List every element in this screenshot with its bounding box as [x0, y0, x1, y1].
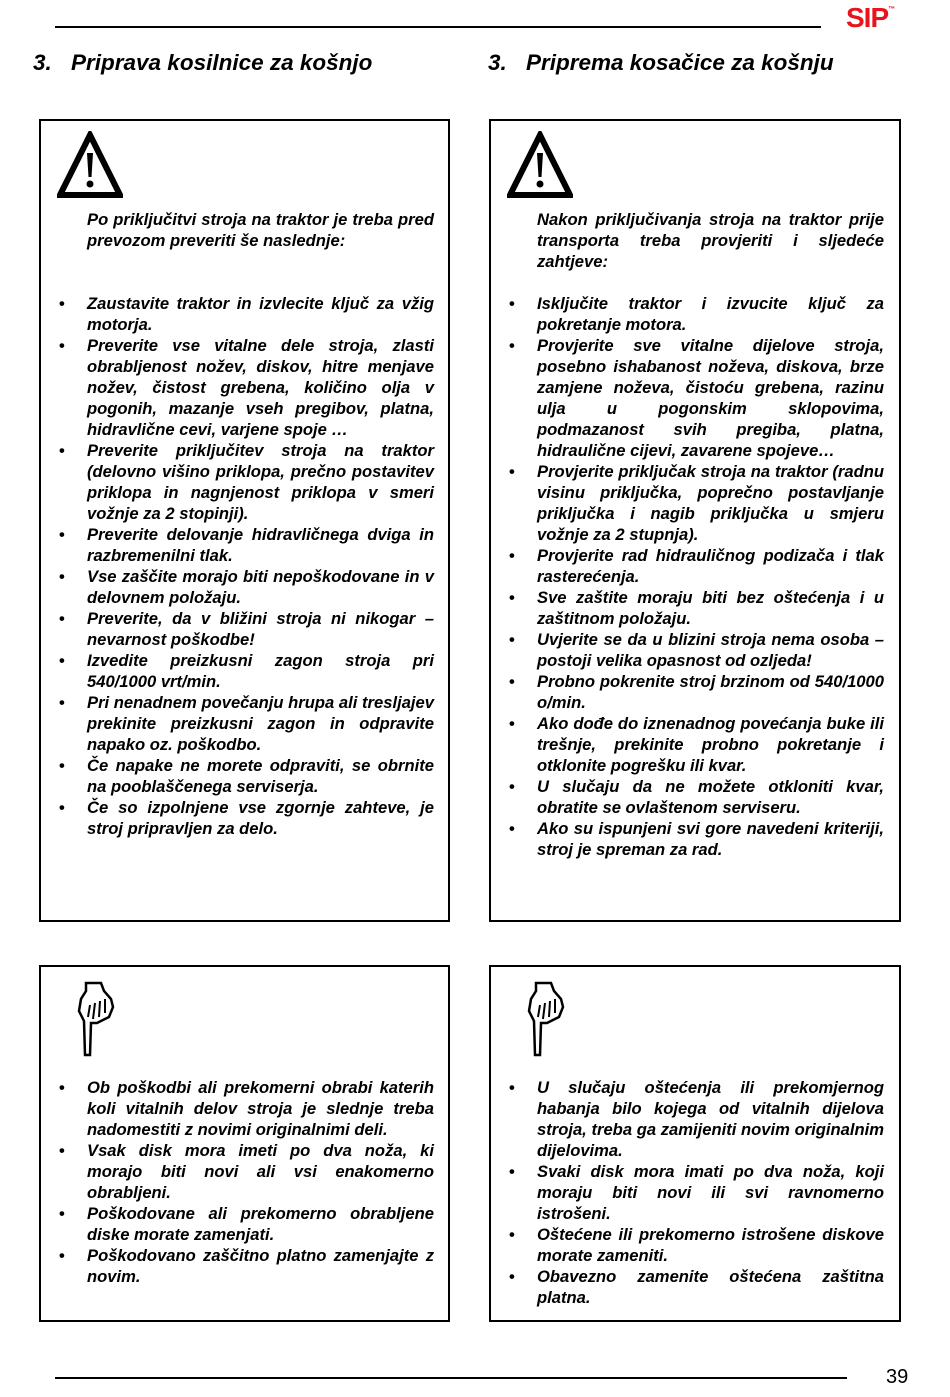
warning-intro: Nakon priključivanja stroja na traktor prije transporta treba provjeriti i sljedeće zahtjeve: [537, 210, 884, 271]
list-item: • Oštećene ili prekomerno istrošene diskove morate zameniti. [537, 1224, 884, 1266]
logo-text: SIP [846, 2, 889, 33]
list-item: • Provjerite rad hidrauličnog podizača i tlak rasterećenja. [537, 545, 884, 587]
warning-list [537, 293, 884, 860]
left-warning-box [39, 119, 450, 922]
list-item: • Poškodovane ali prekomerno obrabljene diske morate zamenjati. [87, 1203, 434, 1245]
right-title [488, 50, 834, 76]
list-item: • Ako su ispunjeni svi gore navedeni kriteriji, stroj je spreman za rad. [537, 818, 884, 860]
trademark: ™ [888, 6, 895, 13]
list-item: • Pri nenadnem povečanju hrupa ali tresljajev prekinite preizkusni zagon in odpravite napako oz. poškodbo. [87, 692, 434, 755]
list-item: • Poškodovano zaščitno platno zamenjajte z novim. [87, 1245, 434, 1287]
list-item: • Uvjerite se da u blizini stroja nema osoba – postoji velika opasnost od ozljeda! [537, 629, 884, 671]
note-list [87, 1077, 434, 1287]
list-item: • Probno pokrenite stroj brzinom od 540/1000 o/min. [537, 671, 884, 713]
header-rule [55, 26, 821, 28]
list-item: • Ako dođe do iznenadnog povećanja buke ili trešnje, prekinite probno pokretanje i otklonite pogrešku ili kvar. [537, 713, 884, 776]
list-item: • Provjerite sve vitalne dijelove stroja, posebno ishabanost noževa, diskova, brze zamjene noževa, čistoću grebena, razinu ulja u pogonskim sklopovima, podmazanost svih pregiba, platna, hidraulične cijevi, zavarene spojeve… [537, 335, 884, 461]
list-item: • Isključite traktor i izvucite ključ za pokretanje motora. [537, 293, 884, 335]
pointing-hand-icon [527, 981, 567, 1059]
list-item: • Če napake ne morete odpraviti, se obrnite na pooblaščenega serviserja. [87, 755, 434, 797]
list-item: • Vse zaščite morajo biti nepoškodovane in v delovnem položaju. [87, 566, 434, 608]
list-item: • Svaki disk mora imati po dva noža, koji moraju biti novi ili svi ravnomerno istrošeni. [537, 1161, 884, 1224]
warning-triangle-icon [507, 131, 573, 199]
left-title [33, 50, 372, 76]
sip-logo [846, 2, 894, 34]
list-item: • Če so izpolnjene vse zgornje zahteve, je stroj pripravljen za delo. [87, 797, 434, 839]
warning-intro: Po priključitvi stroja na traktor je treba pred prevozom preveriti še naslednje: [87, 210, 434, 250]
list-item: • U slučaju da ne možete otkloniti kvar, obratite se ovlaštenom serviseru. [537, 776, 884, 818]
list-item: • U slučaju oštećenja ili prekomjernog habanja bilo kojega od vitalnih dijelova stroja, treba ga zamijeniti novim originalnim dijelovima. [537, 1077, 884, 1161]
section-number: 3. [488, 50, 507, 75]
list-item: • Izvedite preizkusni zagon stroja pri 540/1000 vrt/min. [87, 650, 434, 692]
list-item: • Obavezno zamenite oštećena zaštitna platna. [537, 1266, 884, 1308]
section-title: Priprema kosačice za košnju [526, 50, 834, 75]
list-item: • Vsak disk mora imeti po dva noža, ki morajo biti novi ali vsi enakomerno obrabljeni. [87, 1140, 434, 1203]
list-item: • Preverite delovanje hidravličnega dviga in razbremenilni tlak. [87, 524, 434, 566]
list-item: • Provjerite priključak stroja na traktor (radnu visinu priključka, poprečno postavljanje priključka i nagib priključka u smjeru vožnje za 2 stupnja). [537, 461, 884, 545]
section-number: 3. [33, 50, 52, 75]
section-title: Priprava kosilnice za košnjo [71, 50, 373, 75]
warning-triangle-icon [57, 131, 123, 199]
left-note-box [39, 965, 450, 1322]
list-item: • Sve zaštite moraju biti bez oštećenja i u zaštitnom položaju. [537, 587, 884, 629]
page-number: 39 [886, 1366, 909, 1388]
pointing-hand-icon [77, 981, 117, 1059]
footer-rule [55, 1377, 847, 1379]
right-note-box [489, 965, 901, 1322]
list-item: • Zaustavite traktor in izvlecite ključ za vžig motorja. [87, 293, 434, 335]
note-list [537, 1077, 884, 1308]
list-item: • Ob poškodbi ali prekomerni obrabi katerih koli vitalnih delov stroja je slednje treba nadomestiti z novimi originalnimi deli. [87, 1077, 434, 1140]
list-item: • Preverite priključitev stroja na traktor (delovno višino priklopa, prečno postavitev priklopa in nagnjenost priklopa v smeri vožnje za 2 stopinji). [87, 440, 434, 524]
list-item: • Preverite vse vitalne dele stroja, zlasti obrabljenost nožev, diskov, hitre menjave nožev, čistost grebena, količino olja v pogonih, mazanje vseh pregibov, platna, hidravlične cevi, varjene spoje … [87, 335, 434, 440]
list-item: • Preverite, da v bližini stroja ni nikogar – nevarnost poškodbe! [87, 608, 434, 650]
right-warning-box [489, 119, 901, 922]
warning-list [87, 293, 434, 839]
